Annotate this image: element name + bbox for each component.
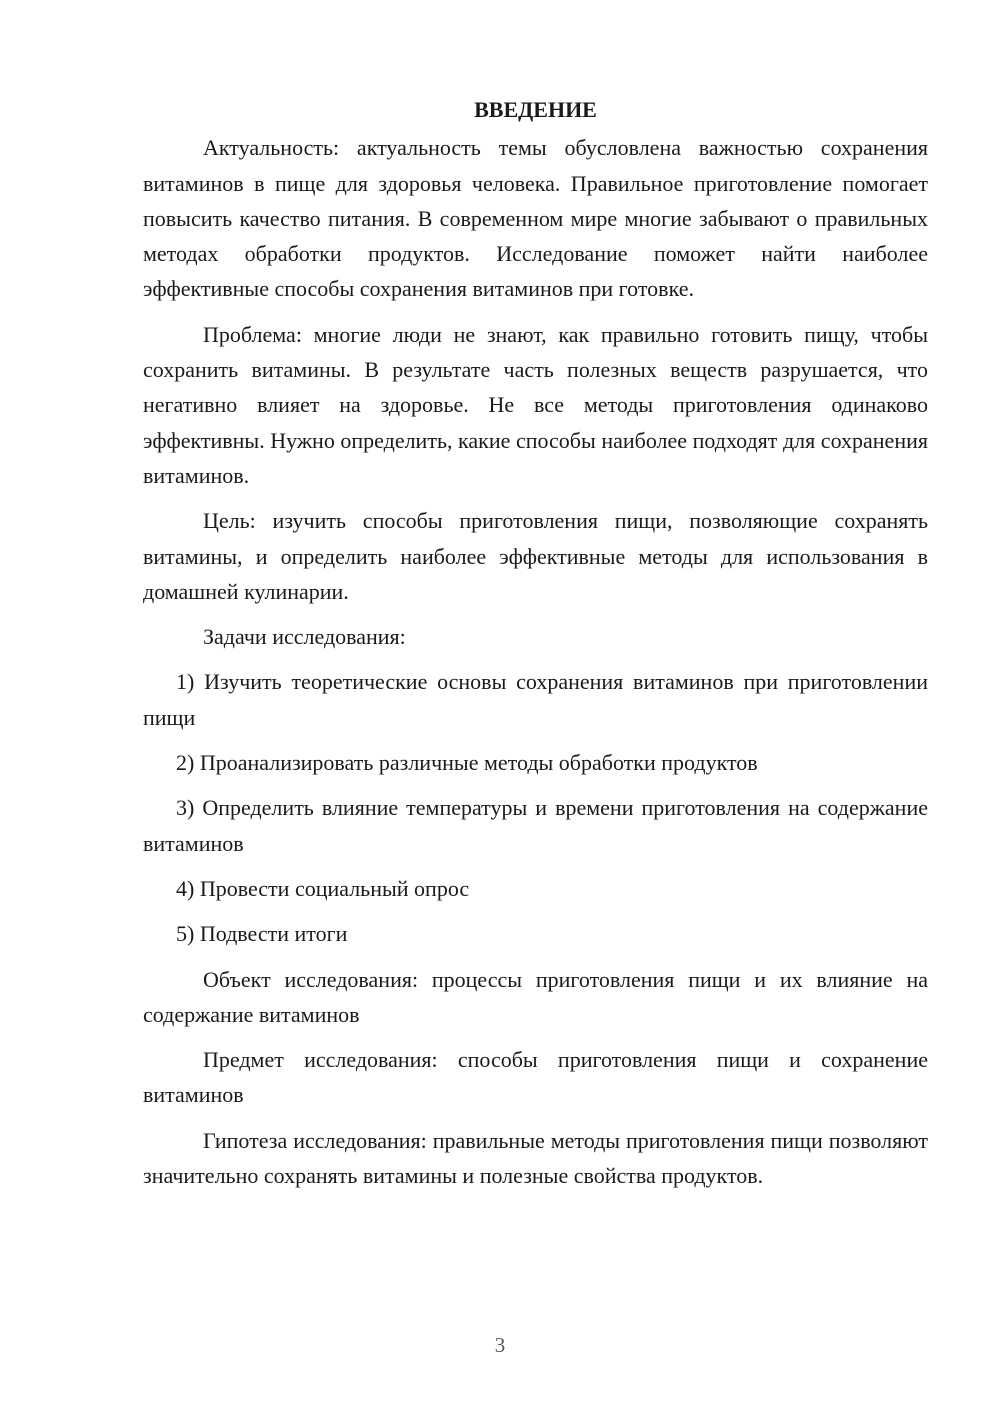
relevance-paragraph: Актуальность: актуальность темы обусловлена важностью сохранения витаминов в пище для здоровья человека. Правильное приготовление помогает повысить качество питания. В современном мире многие забывают о правильных методах обработки продуктов. Исследование поможет найти наиболее эффективные способы сохранения витаминов при готовке. [143, 135, 928, 302]
task-item-3: 3) Определить влияние температуры и времени приготовления на содержание витаминов [143, 795, 928, 856]
object-paragraph: Объект исследования: процессы приготовления пищи и их влияние на содержание витаминов [143, 966, 928, 1027]
subject-paragraph: Предмет исследования: способы приготовления пищи и сохранение витаминов [143, 1047, 928, 1108]
task-item-1: 1) Изучить теоретические основы сохранения витаминов при приготовлении пищи [143, 669, 928, 730]
page-number: 3 [494, 1333, 506, 1357]
hypothesis-paragraph: Гипотеза исследования: правильные методы приготовления пищи позволяют значительно сохранять витамины и полезные свойства продуктов. [143, 1127, 928, 1189]
task-item-2: 2) Проанализировать различные методы обработки продуктов [176, 750, 758, 776]
task-item-5: 5) Подвести итоги [176, 921, 348, 947]
document-body [143, 92, 928, 1203]
problem-paragraph: Проблема: многие люди не знают, как правильно готовить пищу, чтобы сохранить витамины. В результате часть полезных веществ разрушается, что негативно влияет на здоровье. Не все методы приготовления одинаково эффективны. Нужно определить, какие способы наиболее подходят для сохранения витаминов. [143, 321, 928, 488]
task-item-4: 4) Провести социальный опрос [176, 875, 470, 901]
tasks-heading: Задачи исследования: [203, 624, 406, 650]
page-title: ВВЕДЕНИЕ [474, 97, 597, 122]
goal-paragraph: Цель: изучить способы приготовления пищи, позволяющие сохранять витамины, и определить наиболее эффективные методы для использования в домашней кулинарии. [143, 508, 928, 604]
